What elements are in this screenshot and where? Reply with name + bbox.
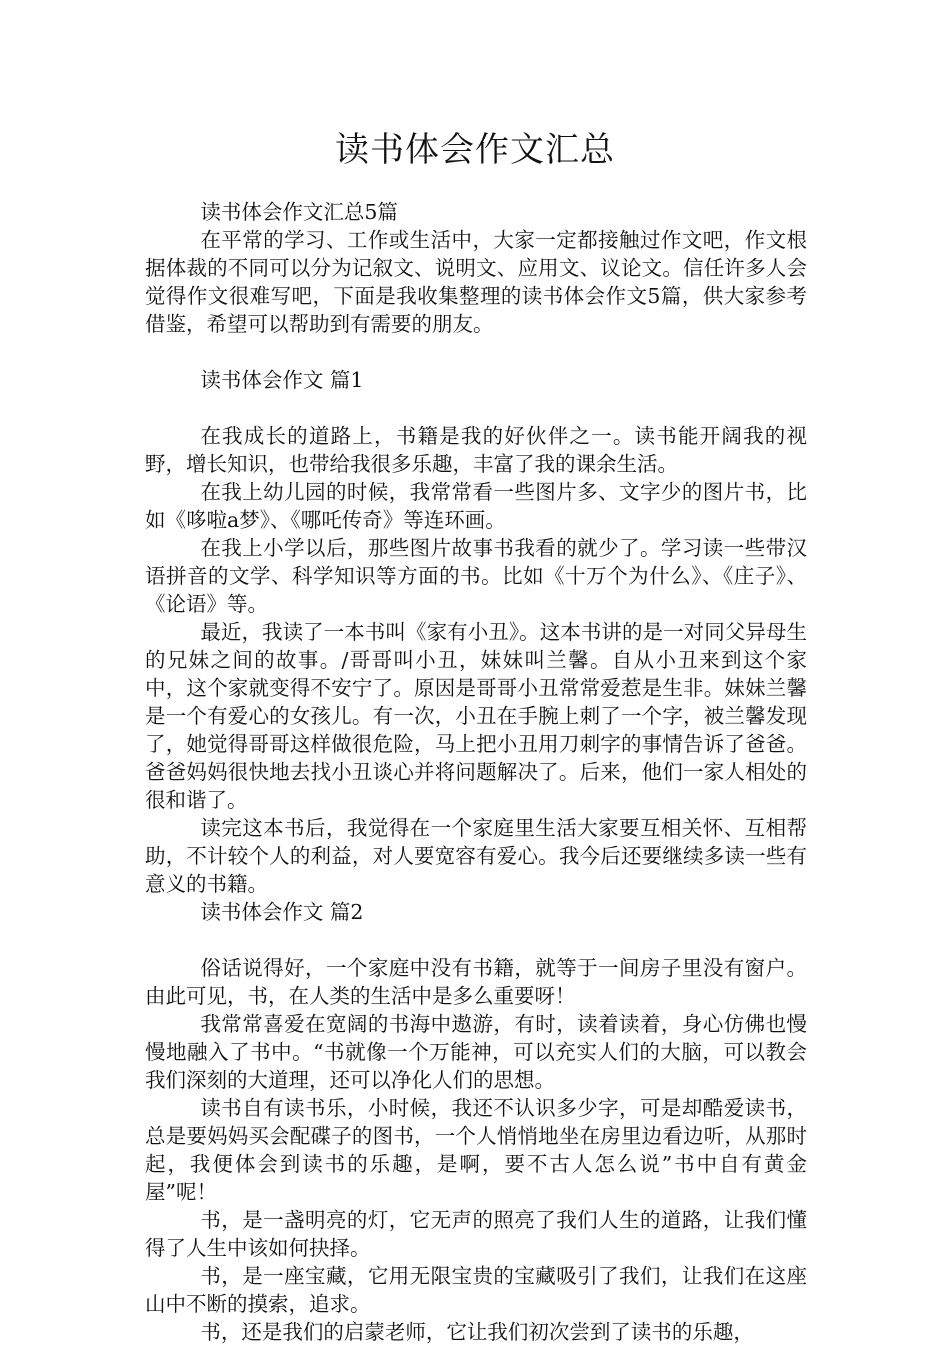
section-2-paragraph: 读书自有读书乐，小时候，我还不认识多少字，可是却酷爱读书，总是要妈妈买会配碟子的图书，一个人悄悄地坐在房里边看边听，从那时起，我便体会到读书的乐趣，是啊，要不古人怎么说”书中自有黄金屋”呢！ [145,1096,807,1204]
section-1-paragraph: 在我上小学以后，那些图片故事书我看的就少了。学习读一些带汉语拼音的文学、科学知识等方面的书。比如《十万个为什么》、《庄子》、《论语》等。 [145,536,807,616]
spacer [145,394,807,422]
spacer [145,926,807,954]
section-2-paragraph: 我常常喜爱在宽阔的书海中遨游，有时，读着读着，身心仿佛也慢慢地融入了书中。“书就像一个万能神，可以充实人们的大脑，可以教会我们深刻的大道理，还可以净化人们的思想。 [145,1012,807,1092]
document-body [145,198,807,1346]
spacer [145,338,807,366]
section-2-paragraph: 书，是一座宝藏，它用无限宝贵的宝藏吸引了我们，让我们在这座山中不断的摸索，追求。 [145,1264,807,1316]
intro-heading: 读书体会作文汇总5篇 [200,200,398,224]
document-title: 读书体会作文汇总 [335,130,615,170]
section-1-heading: 读书体会作文 篇1 [200,368,364,392]
section-1-paragraph: 读完这本书后，我觉得在一个家庭里生活大家要互相关怀、互相帮助，不计较个人的利益，对人要宽容有爱心。我今后还要继续多读一些有意义的书籍。 [145,816,807,896]
intro-paragraph: 在平常的学习、工作或生活中，大家一定都接触过作文吧，作文根据体裁的不同可以分为记叙文、说明文、应用文、议论文。信任许多人会觉得作文很难写吧，下面是我收集整理的读书体会作文5篇，供大家参考借鉴，希望可以帮助到有需要的朋友。 [145,228,807,336]
section-2-paragraph: 书，还是我们的启蒙老师，它让我们初次尝到了读书的乐趣， [200,1320,754,1344]
section-2-paragraph: 书，是一盏明亮的灯，它无声的照亮了我们人生的道路，让我们懂得了人生中该如何抉择。 [145,1208,807,1260]
section-2-heading: 读书体会作文 篇2 [200,900,364,924]
section-1-paragraph: 在我成长的道路上，书籍是我的好伙伴之一。读书能开阔我的视野，增长知识，也带给我很多乐趣，丰富了我的课余生活。 [145,424,807,476]
section-1-paragraph: 最近，我读了一本书叫《家有小丑》。这本书讲的是一对同父异母生的兄妹之间的故事。/哥哥叫小丑，妹妹叫兰馨。自从小丑来到这个家中，这个家就变得不安宁了。原因是哥哥小丑常常爱惹是生非。妹妹兰馨是一个有爱心的女孩儿。有一次，小丑在手腕上刺了一个字，被兰馨发现了，她觉得哥哥这样做很危险，马上把小丑用刀刺字的事情告诉了爸爸。爸爸妈妈很快地去找小丑谈心并将问题解决了。后来，他们一家人相处的很和谐了。 [145,620,807,812]
section-2-paragraph: 俗话说得好，一个家庭中没有书籍，就等于一间房子里没有窗户。由此可见，书，在人类的生活中是多么重要呀！ [145,956,807,1008]
section-1-paragraph: 在我上幼儿园的时候，我常常看一些图片多、文字少的图片书，比如《哆啦a梦》、《哪吒传奇》等连环画。 [145,480,807,532]
